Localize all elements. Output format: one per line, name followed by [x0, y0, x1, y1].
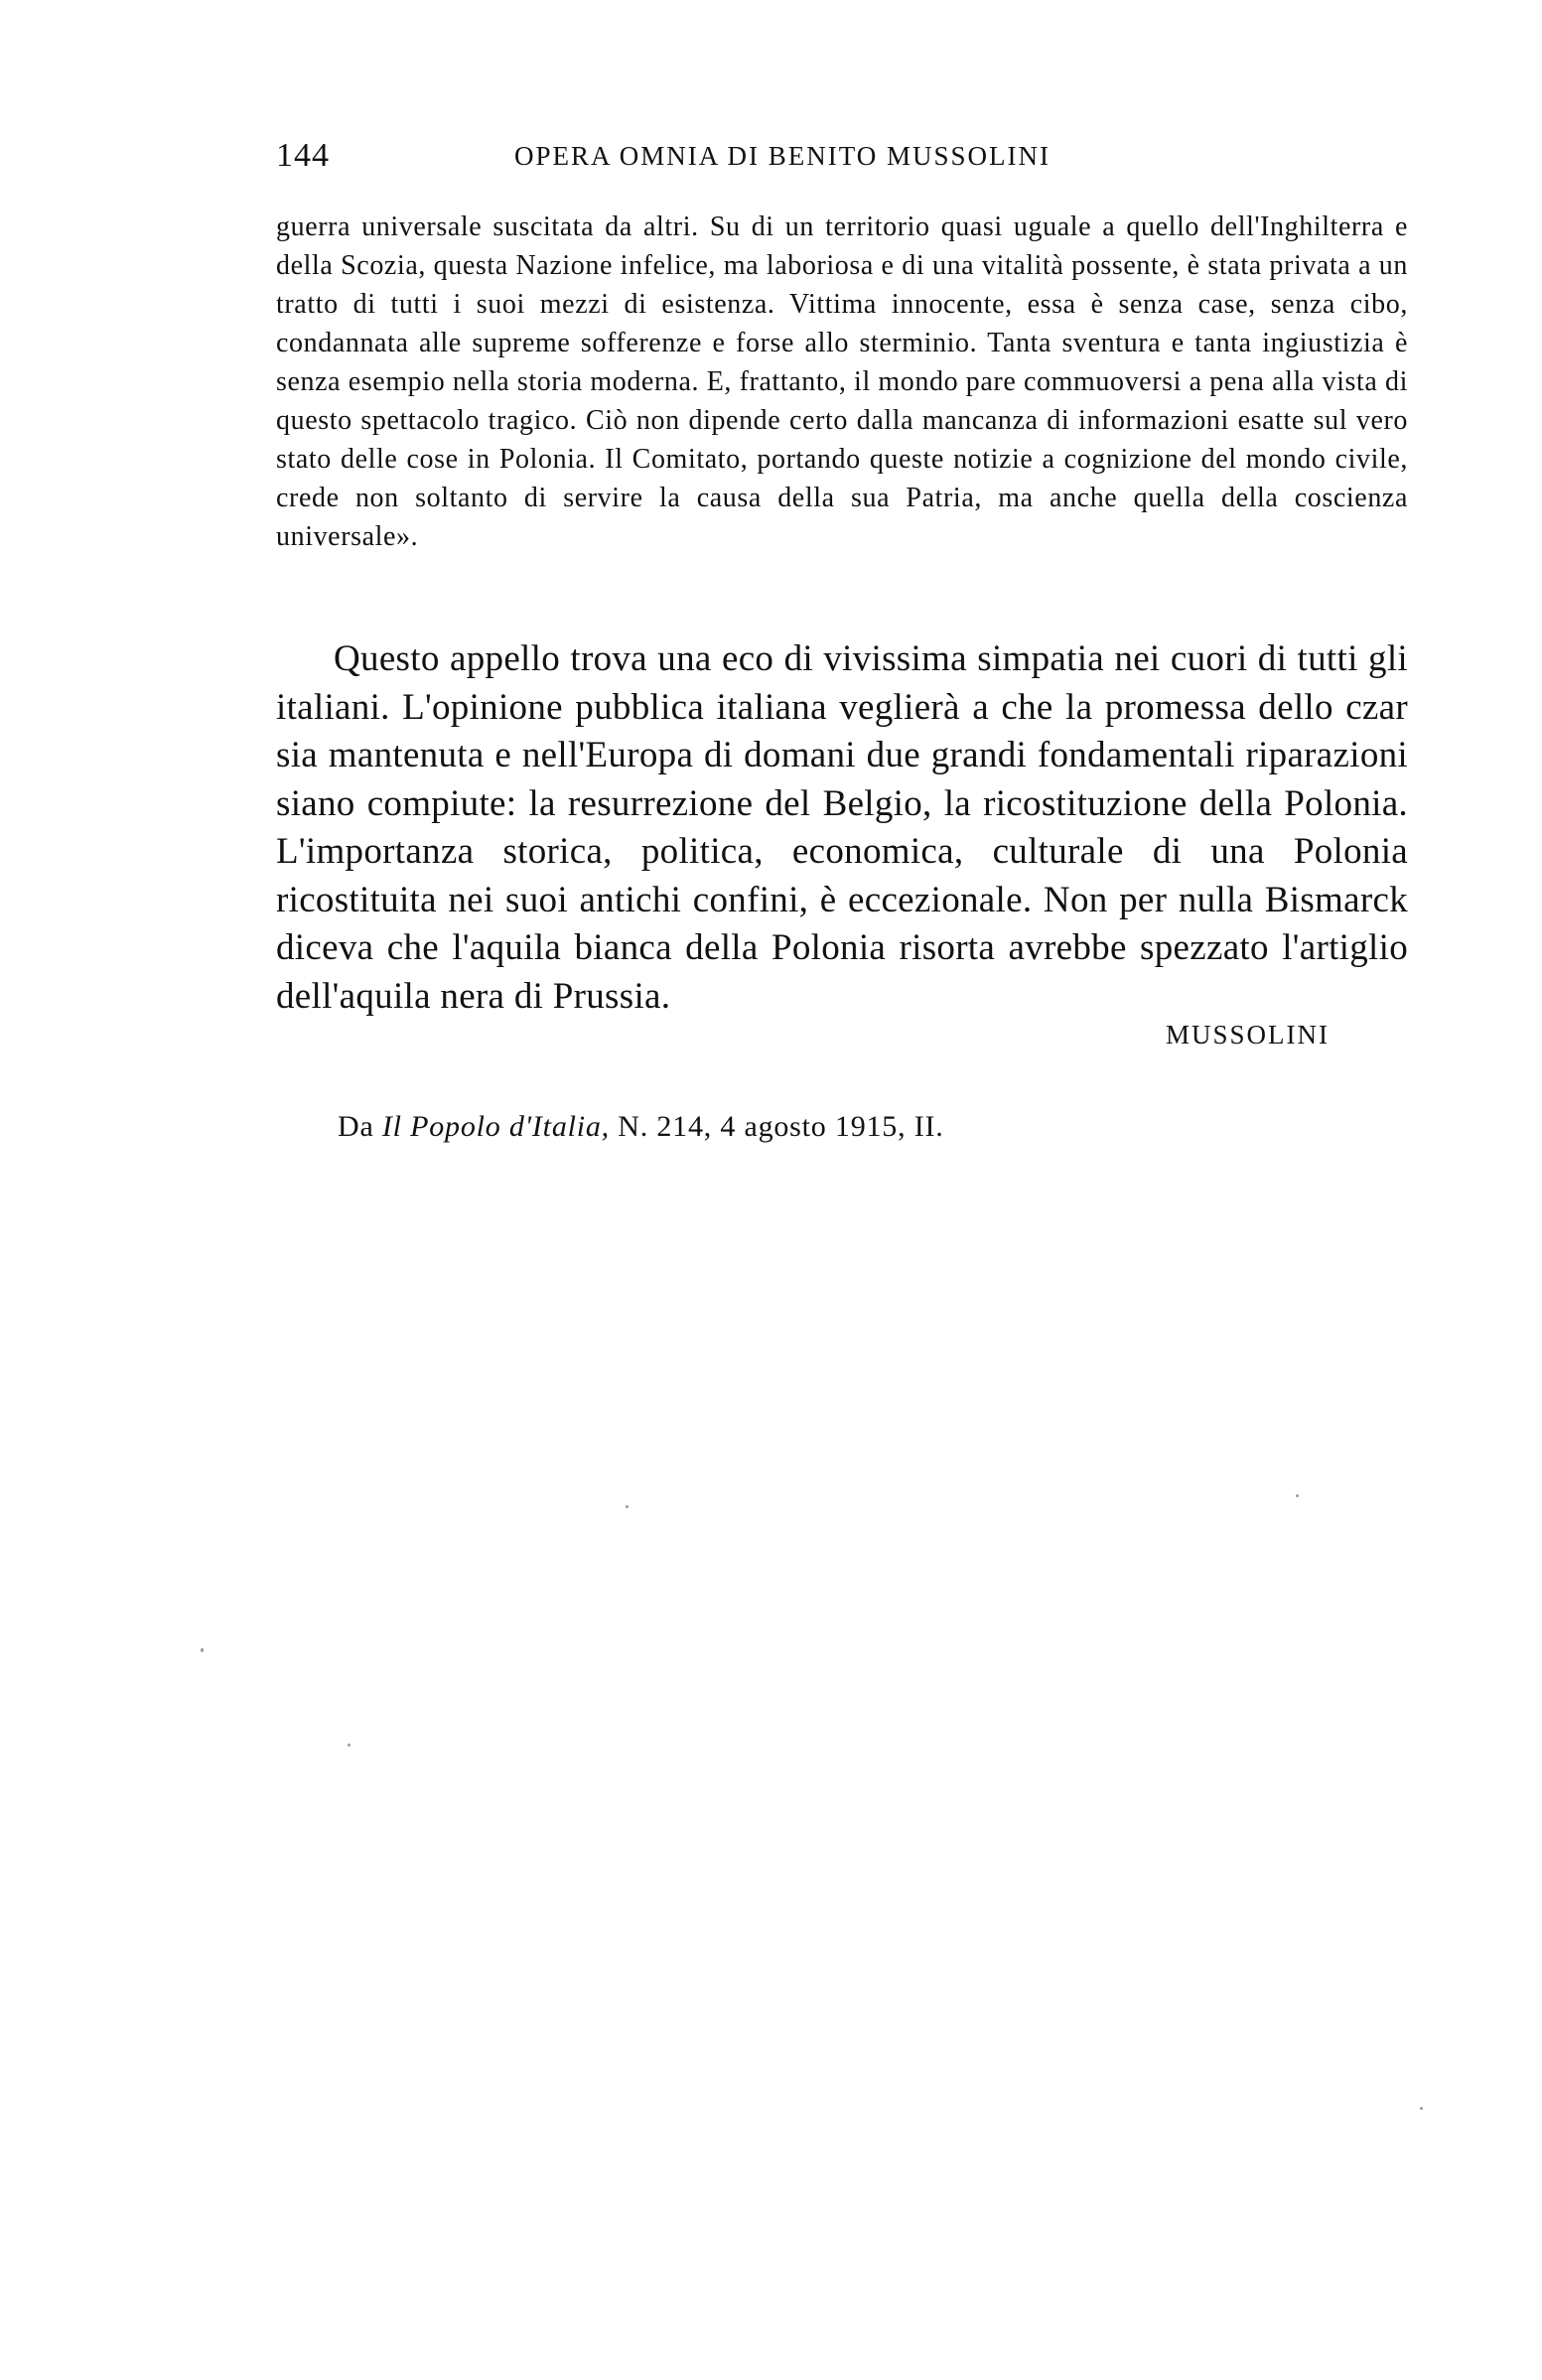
scan-speck [201, 1648, 204, 1652]
scan-speck [1296, 1494, 1299, 1497]
page-header [276, 137, 1408, 187]
quoted-appeal-paragraph [276, 208, 1408, 556]
page-number: 144 [276, 137, 330, 174]
scan-speck [626, 1505, 629, 1508]
scan-speck [348, 1744, 350, 1747]
source-publication: Il Popolo d'Italia, [381, 1110, 610, 1143]
scan-speck [1420, 2107, 1423, 2110]
main-paragraph [276, 635, 1408, 1021]
quoted-appeal-text: guerra universale suscitata da altri. Su di un territorio quasi uguale a quello dell'Inghilterra e della Scozia, questa Nazione infelice, ma laboriosa e di una vitalità possente, è stata privata a un tratto di tutti i suoi mezzi di esistenza. Vittima innocente, essa è senza case, senza cibo, condannata alle supreme sofferenze e forse allo sterminio. Tanta sventura e tanta ingiustizia è senza esempio nella storia moderna. E, frattanto, il mondo pare commuoversi a pena alla vista di questo spettacolo tragico. Ciò non dipende certo dalla mancanza di informazioni esatte sul vero stato delle cose in Polonia. Il Comitato, portando queste notizie a cognizione del mondo civile, crede non soltanto di servire la causa della sua Patria, ma anche quella della coscienza universale». [276, 211, 1408, 552]
source-details: N. 214, 4 agosto 1915, II. [610, 1110, 944, 1143]
source-prefix: Da [338, 1110, 382, 1143]
main-paragraph-text: Questo appello trova una eco di vivissima simpatia nei cuori di tutti gli italiani. L'opinione pubblica italiana veglierà a che la promessa dello czar sia mantenuta e nell'Europa di domani due grandi fondamentali riparazioni siano compiute: la resurrezione del Belgio, la ricostituzione della Polonia. L'importanza storica, politica, economica, culturale di una Polonia ricostituita nei suoi antichi confini, è eccezionale. Non per nulla Bismarck diceva che l'aquila bianca della Polonia risorta avrebbe spezzato l'artiglio dell'aquila nera di Prussia. [276, 638, 1408, 1017]
running-head: OPERA OMNIA DI BENITO MUSSOLINI [514, 141, 1051, 171]
source-citation [338, 1110, 944, 1144]
author-signature: MUSSOLINI [1166, 1020, 1331, 1050]
